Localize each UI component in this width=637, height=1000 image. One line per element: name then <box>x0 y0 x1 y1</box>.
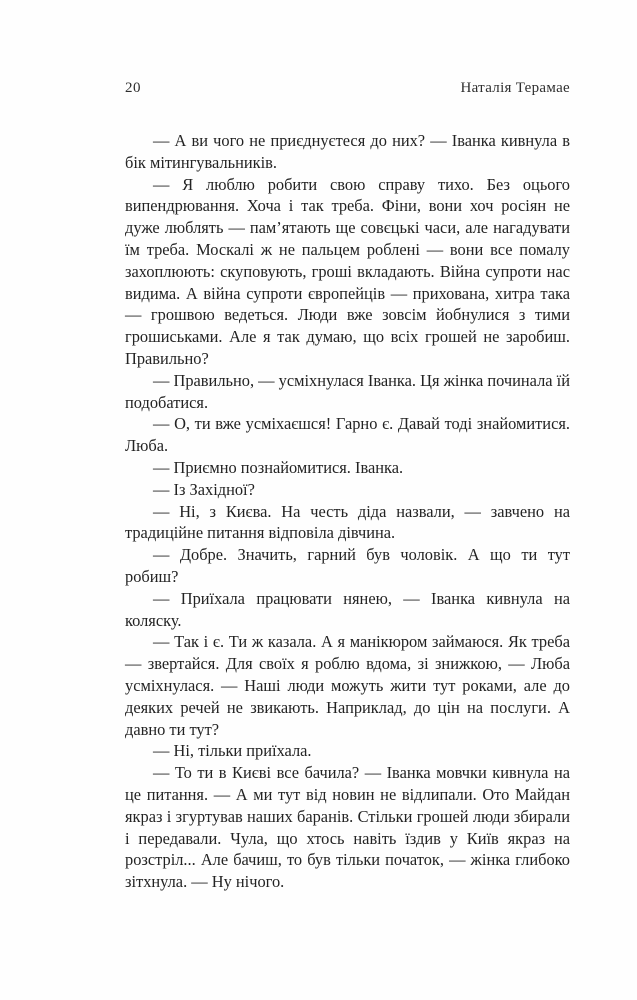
paragraph-9: — Приїхала працювати нянею, — Іванка кивнула на коляску. <box>125 588 570 630</box>
page-number: 20 <box>125 80 141 96</box>
paragraph-8: — Добре. Значить, гарний був чоловік. А що ти тут робиш? <box>125 545 570 586</box>
paragraph-7: — Ні, з Києва. На честь діда назвали, — завчено на традиційне питання відповіла дівчина. <box>125 501 570 543</box>
paragraph-2: — Я люблю робити свою справу тихо. Без оцього випендрювання. Хоча і так треба. Фіни, вони хоч росіян не дуже люблять — пам’ятають ще совєцькі часи, але нагадувати їм треба. Москалі ж не пальцем роблені — вони все помалу захоплюють: скуповують, гроші вкладають. Війна супроти нас видима. А війна супроти європейців — прихована, хитра така — грошвою ведеться. Люди вже зовсім йобнулися з тими грошиськами. Але я так думаю, що всіх грошей не заробиш. Правильно? <box>125 174 570 368</box>
running-header-author: Наталія Терамае <box>460 80 570 96</box>
running-header <box>125 80 570 97</box>
paragraph-6: — Із Західної? <box>153 479 255 499</box>
paragraph-10: — Так і є. Ти ж казала. А я манікюром займаюся. Як треба — звертайся. Для своїх я роблю вдома, зі знижкою, — Люба усміхнулася. — Наші люди можуть жити тут роками, але до деяких речей не звикають. Наприклад, до цін на послуги. А давно ти тут? <box>125 632 570 739</box>
paragraph-11: — Ні, тільки приїхала. <box>153 741 312 761</box>
paragraph-3: — Правильно, — усміхнулася Іванка. Ця жінка починала їй подобатися. <box>125 370 570 412</box>
paragraph-5: — Приємно познайомитися. Іванка. <box>153 457 404 477</box>
paragraph-4: — О, ти вже усміхаєшся! Гарно є. Давай тоді знайомитися. Люба. <box>125 414 570 456</box>
paragraph-1: — А ви чого не приєднуєтеся до них? — Іванка кивнула в бік мітингувальників. <box>125 131 570 172</box>
paragraph-12: — То ти в Києві все бачила? — Іванка мовчки кивнула на це питання. — А ми тут від новин не відлипали. Ото Майдан якраз і згуртував наших баранів. Стільки грошей люди збирали і передавали. Чула, що хтось навіть їздив у Київ якраз на розстріл... Але бачиш, то був тільки початок, — жінка глибоко зітхнула. — Ну нічого. <box>125 763 570 892</box>
body-text <box>125 130 570 893</box>
